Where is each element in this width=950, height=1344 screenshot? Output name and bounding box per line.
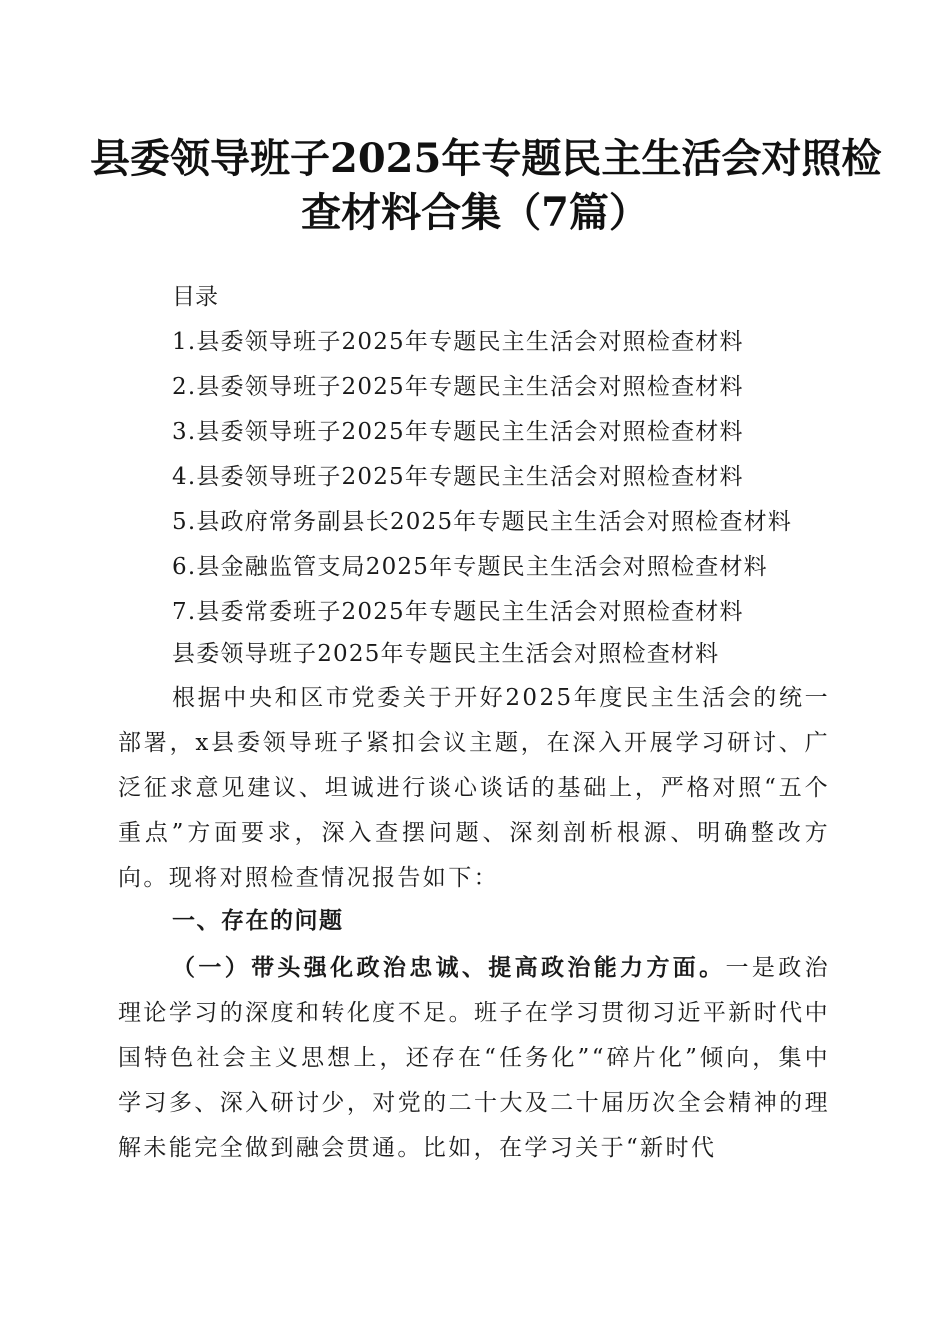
paragraph-body: 一是政治理论学习的深度和转化度不足。班子在学习贯彻习近平新时代中国特色社会主义思想上，还存在“任务化”“碎片化”倾向，集中学习多、深入研讨少，对党的二十大及二十届历次全会精神的理解未能完全做到融会贯通。比如，在学习关于“新时代 [118, 955, 830, 1161]
section-title: 县委领导班子2025年专题民主生活会对照检查材料 [172, 641, 720, 667]
title-line-2: 查材料合集（7篇） [301, 189, 649, 236]
toc-item[interactable]: 7.县委常委班子2025年专题民主生活会对照检查材料 [172, 599, 744, 625]
body-paragraph [118, 946, 830, 1171]
toc-item[interactable]: 4.县委领导班子2025年专题民主生活会对照检查材料 [172, 464, 744, 490]
intro-paragraph: 根据中央和区市党委关于开好2025年度民主生活会的统一部署，x县委领导班子紧扣会议主题，在深入开展学习研讨、广泛征求意见建议、坦诚进行谈心谈话的基础上，严格对照“五个重点”方面要求，深入查摆问题、深刻剖析根源、明确整改方向。现将对照检查情况报告如下： [118, 685, 830, 891]
toc-item[interactable]: 1.县委领导班子2025年专题民主生活会对照检查材料 [172, 329, 744, 355]
toc-item[interactable]: 2.县委领导班子2025年专题民主生活会对照检查材料 [172, 374, 744, 400]
toc-item[interactable]: 3.县委领导班子2025年专题民主生活会对照检查材料 [172, 419, 744, 445]
toc-item[interactable]: 5.县政府常务副县长2025年专题民主生活会对照检查材料 [172, 509, 793, 535]
toc-heading: 目录 [172, 284, 218, 310]
title-line-1: 县委领导班子2025年专题民主生活会对照检 [90, 135, 882, 182]
heading-existing-problems: 一、存在的问题 [172, 908, 344, 934]
paragraph-lead: （一）带头强化政治忠诚、提高政治能力方面。 [172, 955, 726, 981]
document-title [90, 132, 882, 240]
toc-item[interactable]: 6.县金融监管支局2025年专题民主生活会对照检查材料 [172, 554, 768, 580]
table-of-contents [172, 326, 792, 641]
